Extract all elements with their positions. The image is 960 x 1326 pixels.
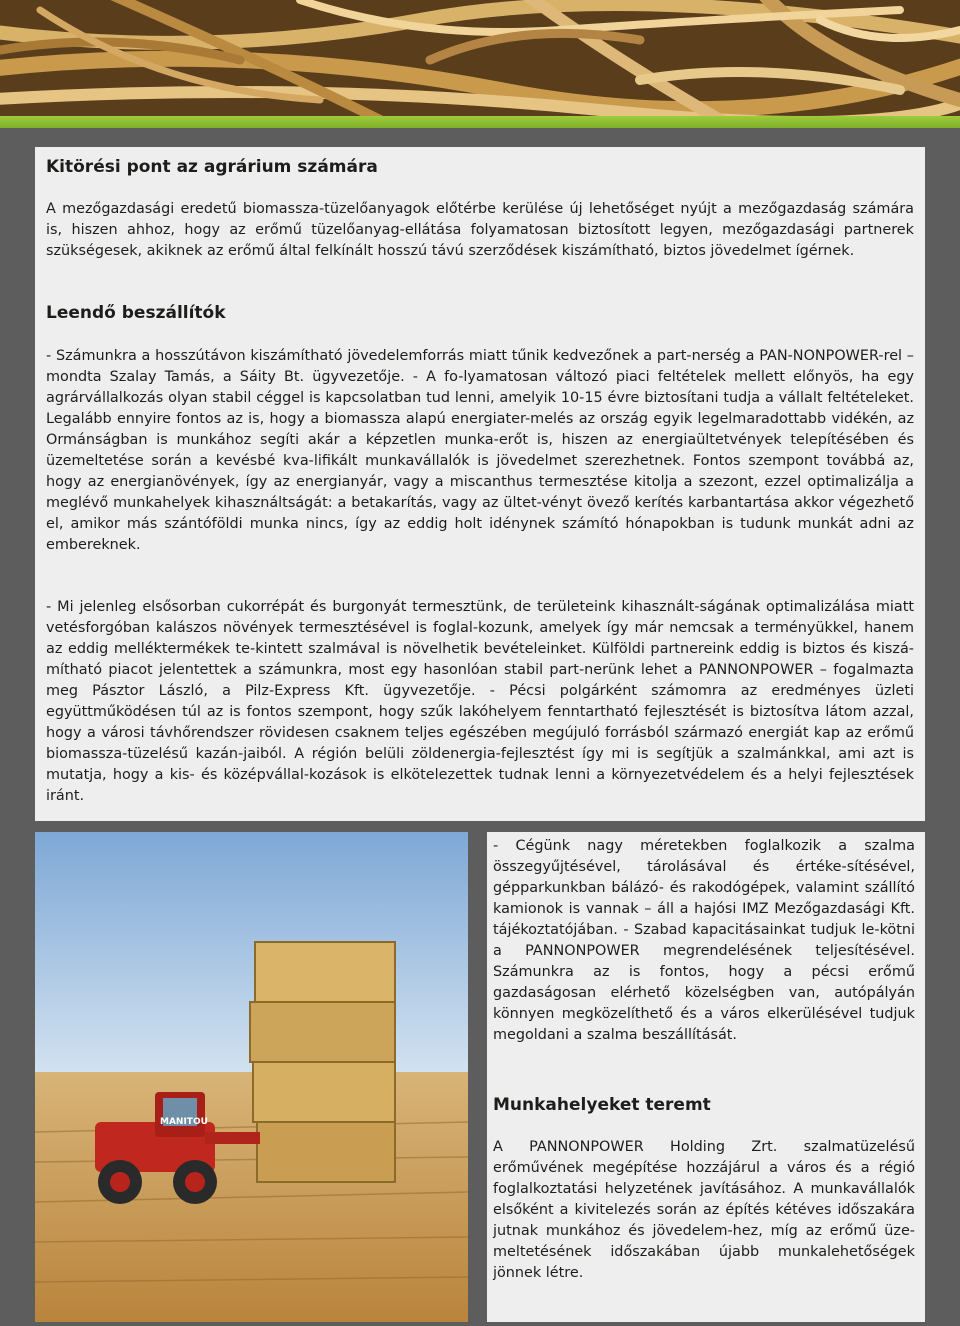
jobs-paragraph: A PANNONPOWER Holding Zrt. szalmatüzelésű erőművének megépítése hozzájárul a város és a régió foglalkoztatási helyzetének javításához. A munkavállalók elsőként a kivitelezés során az építés kétéves időszakára jutnak munkához és jövedelem-hez, míg az erőmű üze-meltetésének időszakában újabb munkalehetőségek jönnek létre. bbox=[493, 1139, 915, 1281]
straw-banner-image bbox=[0, 0, 960, 116]
section-title-breakout: Kitörési pont az agrárium számára bbox=[46, 157, 378, 177]
field-illustration bbox=[35, 832, 468, 1322]
suppliers-paragraph-2: - Mi jelenleg elsősorban cukorrépát és burgonyát termesztünk, de területeink kihasznált-ságának optimalizálása miatt vetésforgóban kalászos növények termesztésével is foglal-kozunk, amelyek így már nemcsak a terményükkel, hanem az eddig melléktermékek te-kintett szalmával is növelhetik bevételeinket. Külföldi partnereink eddig is biztos és kiszá-mítható piacot jelentettek a számunkra, most egy hasonlóan stabil part-nerünk lehet a PANNONPOWER – fogalmazta meg Pásztor László, a Pilz-Express Kft. ügyvezetője. - Pécsi polgárként számomra az eredményes üzleti együttműködésen túl az is fontos szempont, hogy szűk lakóhelyem fenntartható fejlesztését is biztosítva látom azzal, hogy a városi távhőrendszer rövidesen csaknem teljes egészében megújuló forrásból származó energiát kap az erőmű biomassza-tüzelésű kazán-jaiból. A régión belüli zöldenergia-fejlesztést így mi is segítjük a szalmánkkal, ami azt is mutatja, hogy a kis- és középvállal-kozások is elkötelezettek tudnak lenni a környezetvédelem és a helyi fejlesztések iránt. bbox=[46, 599, 914, 804]
suppliers-paragraph-1: - Számunkra a hosszútávon kiszámítható jövedelemforrás miatt tűnik kedvezőnek a part-nerség a PAN-NONPOWER-rel – mondta Szalay Tamás, a Sáity Bt. ügyvezetője. - A fo-lyamatosan változó piaci feltételek mellett előnyös, ha egy agrárvállalkozás olyan stabil céggel is kapcsolatban tud lenni, amelyik 10-15 évre biztosítani tudja a vállalt feltételeket. Legalább ennyire fontos az is, hogy a biomassza alapú energiater-melés az ország egyik legelmaradottabb vidékén, az Ormánságban is munkához segíti akár a képzetlen munka-erőt is, hiszen az energiaültetvények telepítésében és üzemeltetése során a kevésbé kva-lifikált munkavállalók is jövedelmet szerezhetnek. Fontos szempont továbbá az, hogy az energianövények, így az energianyár, vagy a miscanthus termesztése kitolja a szezont, ezzel optimalizálja a meglévő munkahelyek kihasználtságát: a betakarítás, vagy az ültet-vényt övező kerítés karbantartása akkor végezhető el, amikor más szántóföldi munka nincs, így az eddig holt idénynek számító hónapokban is tudunk munkát adni az embereknek. bbox=[46, 348, 914, 553]
tractor-brand-label: MANITOU bbox=[160, 1117, 208, 1127]
section-breakout-text: A mezőgazdasági eredetű biomassza-tüzelőanyagok előtérbe kerülése új lehetőséget nyújt a mezőgazdaság számára is, hiszen ahhoz, hogy az erőmű tüzelőanyag-ellátása folyamatosan biztosított legyen, mezőgazdasági partnerek szükségesek, akiknek az erőmű által felkínált hosszú távú szerződések kiszámítható, biztos jövedelmet ígérnek. bbox=[46, 201, 914, 259]
straw-illustration bbox=[0, 0, 960, 116]
imz-quote-paragraph: - Cégünk nagy méretekben foglalkozik a szalma összegyűjtésével, tárolásával és értéke-sítésével, gépparkunkban bálázó- és rakodógépek, valamint szállító kamionok is vannak – áll a hajósi IMZ Mezőgazdasági Kft. tájékoztatójában. - Szabad kapacitásainkat tudjuk le-kötni a PANNONPOWER megrendelésének teljesítésével. Számunkra az is fontos, hogy a pécsi erőmű gazdaságosan elérhető közelségben van, autópályán könnyen megközelíthető és a város elkerülésével tudjuk megoldani a szalma beszállítását. bbox=[493, 838, 915, 1043]
section-title-suppliers: Leendő beszállítók bbox=[46, 303, 226, 323]
side-article-panel bbox=[487, 832, 925, 1322]
green-accent-bar bbox=[0, 116, 960, 128]
main-article-panel bbox=[35, 147, 925, 821]
hay-bale-tractor-photo bbox=[35, 832, 468, 1322]
section-title-jobs: Munkahelyeket teremt bbox=[493, 1095, 711, 1115]
